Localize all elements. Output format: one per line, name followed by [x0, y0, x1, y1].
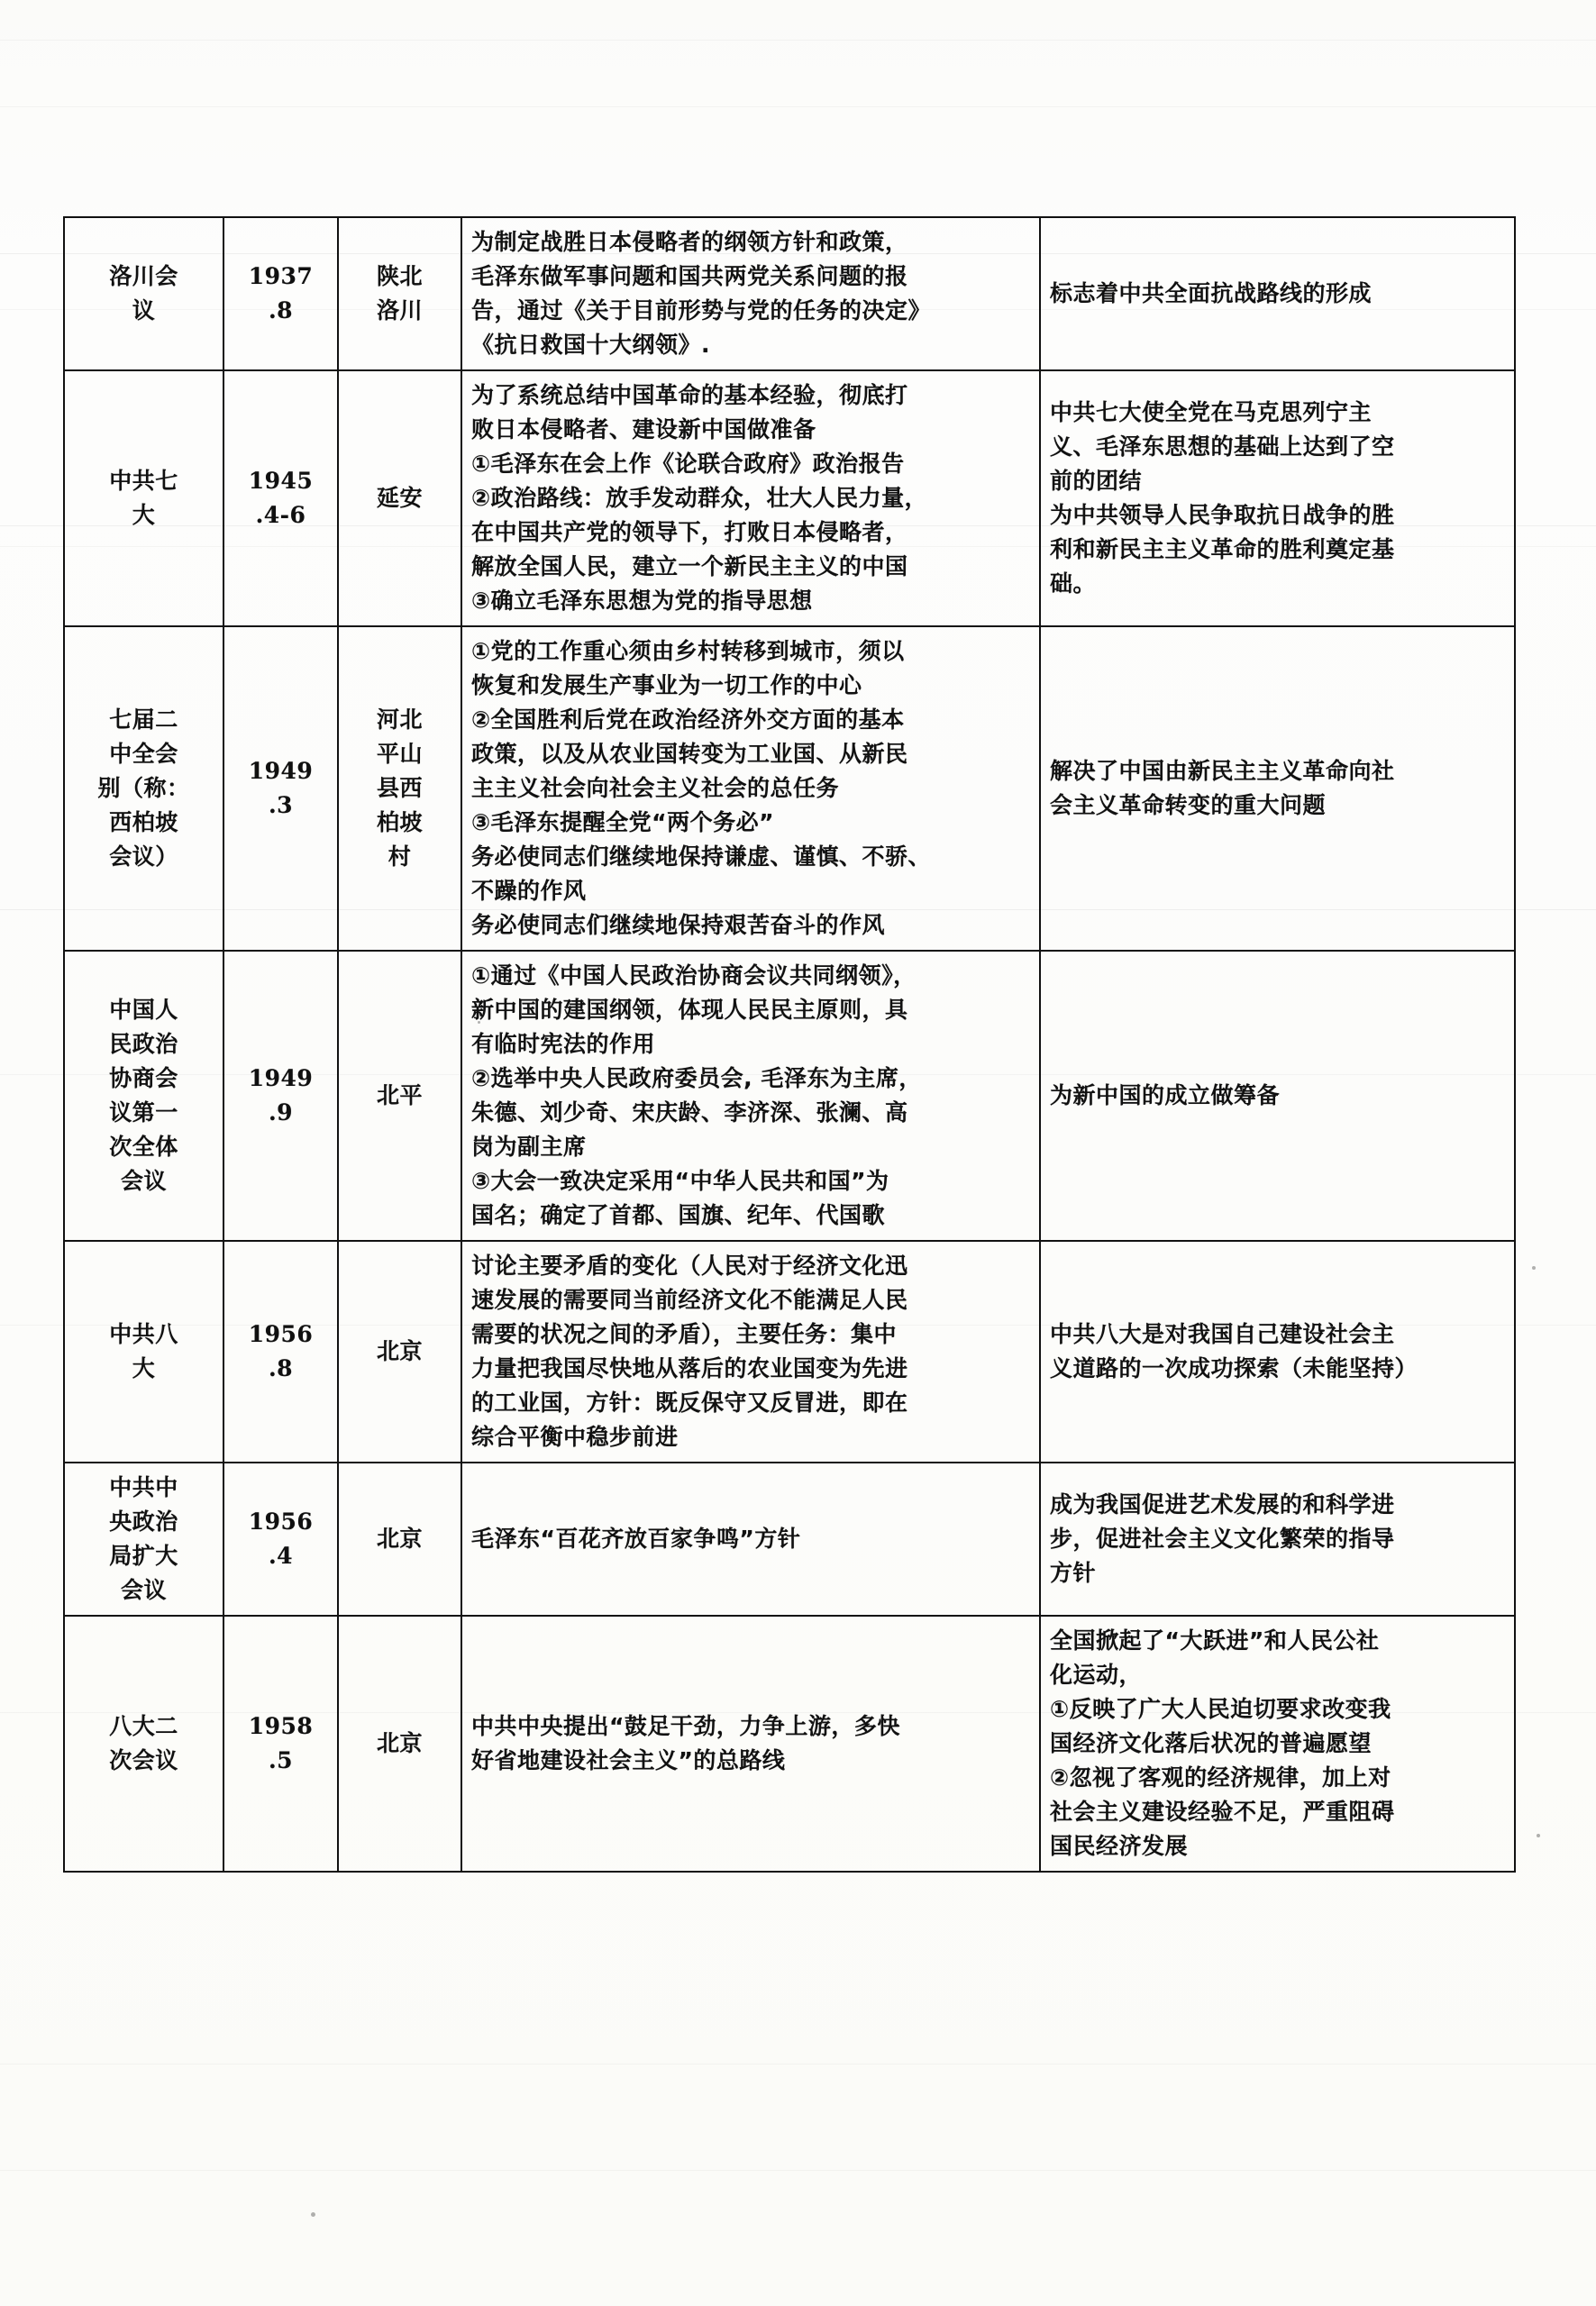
cell-line: ①通过《中国人民政治协商会议共同纲领》， [471, 962, 917, 989]
cell-line: 央政治 [109, 1508, 178, 1535]
cell-line: 1956 [248, 1321, 314, 1347]
cell-line: 大 [132, 502, 156, 528]
cell-meeting-name [64, 1241, 223, 1463]
cell-line: 议 [132, 297, 156, 324]
cell-line: 会主义革命转变的重大问题 [1050, 792, 1327, 818]
cell-line: 国民经济发展 [1050, 1833, 1189, 1859]
cell-line: 北京 [376, 1730, 423, 1756]
cell-line: 的工业国，方针：既反保守又反冒进，即在 [471, 1390, 908, 1416]
cell-line: 毛泽东做军事问题和国共两党关系问题的报 [471, 263, 908, 289]
cell-line: 为了系统总结中国革命的基本经验，彻底打 [471, 382, 908, 408]
cell-meeting-name [64, 370, 223, 626]
dust-speck [311, 2212, 315, 2217]
cell-line: ①党的工作重心须由乡村转移到城市，须以 [471, 638, 905, 664]
cell-line: 新中国的建国纲领，体现人民民主原则，具 [471, 997, 908, 1023]
cell-line: 解放全国人民，建立一个新民主主义的中国 [471, 553, 908, 579]
cell-line: 利和新民主主义革命的胜利奠定基 [1050, 536, 1395, 562]
dust-speck [1532, 1266, 1536, 1270]
cell-meeting-place [338, 1616, 461, 1872]
cell-meeting-significance [1040, 1463, 1515, 1616]
meeting-table-container [63, 216, 1418, 1873]
cell-line: 1937 [248, 263, 314, 289]
cell-line: 速发展的需要同当前经济文化不能满足人民 [471, 1287, 908, 1313]
cell-line: 全国掀起了“大跃进”和人民公社 [1050, 1627, 1380, 1654]
cell-meeting-significance [1040, 370, 1515, 626]
cell-meeting-significance [1040, 951, 1515, 1241]
scan-streak [0, 2170, 1596, 2171]
cell-line: 义道路的一次成功探索（未能坚持） [1050, 1355, 1418, 1381]
cell-meeting-name [64, 951, 223, 1241]
cell-meeting-time [223, 626, 338, 951]
table-row [64, 626, 1515, 951]
cell-line: 社会主义建设经验不足，严重阻碍 [1050, 1799, 1395, 1825]
cell-line: 中全会 [109, 741, 178, 767]
cell-line: 柏坡 [376, 809, 423, 835]
cell-meeting-name [64, 1463, 223, 1616]
cell-meeting-content [461, 626, 1040, 951]
cell-line: 前的团结 [1050, 468, 1143, 494]
cell-line: 北平 [376, 1082, 423, 1108]
table-row [64, 951, 1515, 1241]
cell-line: ③毛泽东提醒全党“两个务必” [471, 809, 775, 835]
cell-line: 中共中央提出“鼓足干劲，力争上游，多快 [471, 1713, 900, 1739]
cell-meeting-significance [1040, 626, 1515, 951]
dust-speck [1537, 1834, 1540, 1837]
cell-line: 政策，以及从农业国转变为工业国、从新民 [471, 741, 908, 767]
cell-line: ①毛泽东在会上作《论联合政府》政治报告 [471, 451, 905, 477]
cell-meeting-name [64, 626, 223, 951]
cell-meeting-content [461, 1616, 1040, 1872]
table-row [64, 1616, 1515, 1872]
cell-meeting-time [223, 951, 338, 1241]
cell-line: ③大会一致决定采用“中华人民共和国”为 [471, 1168, 889, 1194]
cell-meeting-place [338, 217, 461, 370]
cell-line: 民政治 [109, 1031, 178, 1057]
cell-line: .8 [268, 297, 294, 324]
cell-line: ②选举中央人民政府委员会, 毛泽东为主席， [471, 1065, 922, 1091]
cell-line: 朱德、刘少奇、宋庆龄、李济深、张澜、高 [471, 1099, 908, 1126]
cell-line: 1958 [248, 1713, 314, 1739]
cell-meeting-place [338, 626, 461, 951]
cell-line: 村 [388, 843, 412, 870]
cell-meeting-place [338, 370, 461, 626]
cell-line: 有临时宪法的作用 [471, 1031, 656, 1057]
cell-line: 恢复和发展生产事业为一切工作的中心 [471, 672, 862, 698]
cell-line: 为中共领导人民争取抗日战争的胜 [1050, 502, 1395, 528]
cell-line: 国名；确定了首都、国旗、纪年、代国歌 [471, 1202, 886, 1228]
cell-line: 七届二 [109, 706, 178, 733]
cell-line: 础。 [1050, 570, 1097, 597]
cell-line: 主主义社会向社会主义社会的总任务 [471, 775, 840, 801]
cell-line: 北京 [376, 1338, 423, 1364]
cell-line: 毛泽东“百花齐放百家争鸣”方针 [471, 1526, 801, 1552]
cell-line: 中共七大使全党在马克思列宁主 [1050, 399, 1373, 425]
cell-meeting-time [223, 1616, 338, 1872]
cell-line: .5 [268, 1747, 294, 1773]
cell-line: ②政治路线：放手发动群众，壮大人民力量， [471, 485, 928, 511]
cell-line: 国经济文化落后状况的普遍愿望 [1050, 1730, 1373, 1756]
cell-line: 会议） [109, 843, 178, 870]
cell-line: ②忽视了客观的经济规律，加上对 [1050, 1764, 1391, 1791]
cell-line: ②全国胜利后党在政治经济外交方面的基本 [471, 706, 905, 733]
cell-line: 会议 [120, 1577, 167, 1603]
scan-streak [0, 40, 1596, 41]
cell-line: 协商会 [109, 1065, 178, 1091]
table-row [64, 1241, 1515, 1463]
cell-line: 大 [132, 1355, 156, 1381]
cell-line: 洛川会 [109, 263, 178, 289]
cell-line: .4-6 [255, 502, 306, 528]
cell-meeting-significance [1040, 1616, 1515, 1872]
cell-meeting-time [223, 1463, 338, 1616]
cell-line: 为制定战胜日本侵略者的纲领方针和政策， [471, 229, 908, 255]
cell-line: 1949 [248, 758, 314, 784]
cell-line: 力量把我国尽快地从落后的农业国变为先进 [471, 1355, 908, 1381]
cell-line: 中国人 [109, 997, 178, 1023]
cell-line: 不躁的作风 [471, 878, 587, 904]
cell-line: 延安 [376, 485, 423, 511]
scan-streak [0, 106, 1596, 107]
cell-line: 《抗日救国十大纲领》. [471, 332, 710, 358]
table-row [64, 1463, 1515, 1616]
cell-line: .8 [268, 1355, 294, 1381]
cell-meeting-time [223, 370, 338, 626]
cell-meeting-content [461, 1241, 1040, 1463]
cell-line: 中共中 [109, 1474, 178, 1500]
cell-meeting-place [338, 1463, 461, 1616]
cell-line: 陕北 [376, 263, 423, 289]
table-row [64, 217, 1515, 370]
cell-line: 方针 [1050, 1560, 1097, 1586]
cell-line: 1945 [248, 468, 314, 494]
cell-line: 会议 [120, 1168, 167, 1194]
cell-line: 义、毛泽东思想的基础上达到了空 [1050, 433, 1395, 460]
cell-line: 次全体 [109, 1134, 178, 1160]
cell-line: 败日本侵略者、建设新中国做准备 [471, 416, 816, 442]
cell-meeting-time [223, 217, 338, 370]
cell-line: 北京 [376, 1526, 423, 1552]
cell-line: 河北 [376, 706, 423, 733]
cell-line: 1949 [248, 1065, 314, 1091]
cell-line: 次会议 [109, 1747, 178, 1773]
cell-meeting-time [223, 1241, 338, 1463]
cell-line: 告，通过《关于目前形势与党的任务的决定》 [471, 297, 932, 324]
cell-line: 在中国共产党的领导下，打败日本侵略者， [471, 519, 908, 545]
table-row [64, 370, 1515, 626]
cell-line: ③确立毛泽东思想为党的指导思想 [471, 588, 813, 614]
cell-line: .9 [268, 1099, 294, 1126]
cell-meeting-content [461, 217, 1040, 370]
cell-line: 解决了中国由新民主主义革命向社 [1050, 758, 1395, 784]
cell-line: .4 [268, 1543, 294, 1569]
cell-meeting-content [461, 1463, 1040, 1616]
cell-line: 洛川 [376, 297, 423, 324]
cell-line: 化运动， [1050, 1662, 1143, 1688]
cell-meeting-place [338, 951, 461, 1241]
cell-meeting-significance [1040, 217, 1515, 370]
cell-line: 中共八 [109, 1321, 178, 1347]
cell-line: 中共七 [109, 468, 178, 494]
cell-line: ①反映了广大人民迫切要求改变我 [1050, 1696, 1391, 1722]
cell-line: 成为我国促进艺术发展的和科学进 [1050, 1491, 1395, 1518]
cell-meeting-name [64, 217, 223, 370]
cell-meeting-place [338, 1241, 461, 1463]
cell-line: 为新中国的成立做筹备 [1050, 1082, 1281, 1108]
table-body [64, 217, 1515, 1872]
cell-line: 岗为副主席 [471, 1134, 587, 1160]
cell-line: 县西 [376, 775, 423, 801]
meeting-table [63, 216, 1516, 1873]
cell-line: .3 [268, 792, 294, 818]
cell-line: 讨论主要矛盾的变化（人民对于经济文化迅 [471, 1253, 908, 1279]
cell-line: 标志着中共全面抗战路线的形成 [1050, 280, 1373, 306]
cell-line: 1956 [248, 1508, 314, 1535]
cell-meeting-name [64, 1616, 223, 1872]
cell-line: 议第一 [109, 1099, 178, 1126]
cell-line: 平山 [376, 741, 423, 767]
cell-line: 局扩大 [109, 1543, 178, 1569]
cell-line: 综合平衡中稳步前进 [471, 1424, 679, 1450]
cell-line: 务必使同志们继续地保持谦虚、谨慎、不骄、 [471, 843, 932, 870]
cell-line: 好省地建设社会主义”的总路线 [471, 1747, 786, 1773]
cell-meeting-significance [1040, 1241, 1515, 1463]
cell-meeting-content [461, 370, 1040, 626]
cell-line: 八大二 [109, 1713, 178, 1739]
cell-line: 需要的状况之间的矛盾），主要任务：集中 [471, 1321, 898, 1347]
cell-line: 别（称： [97, 775, 190, 801]
cell-line: 中共八大是对我国自己建设社会主 [1050, 1321, 1395, 1347]
cell-line: 西柏坡 [109, 809, 178, 835]
cell-meeting-content [461, 951, 1040, 1241]
cell-line: 务必使同志们继续地保持艰苦奋斗的作风 [471, 912, 886, 938]
cell-line: 步，促进社会主义文化繁荣的指导 [1050, 1526, 1395, 1552]
